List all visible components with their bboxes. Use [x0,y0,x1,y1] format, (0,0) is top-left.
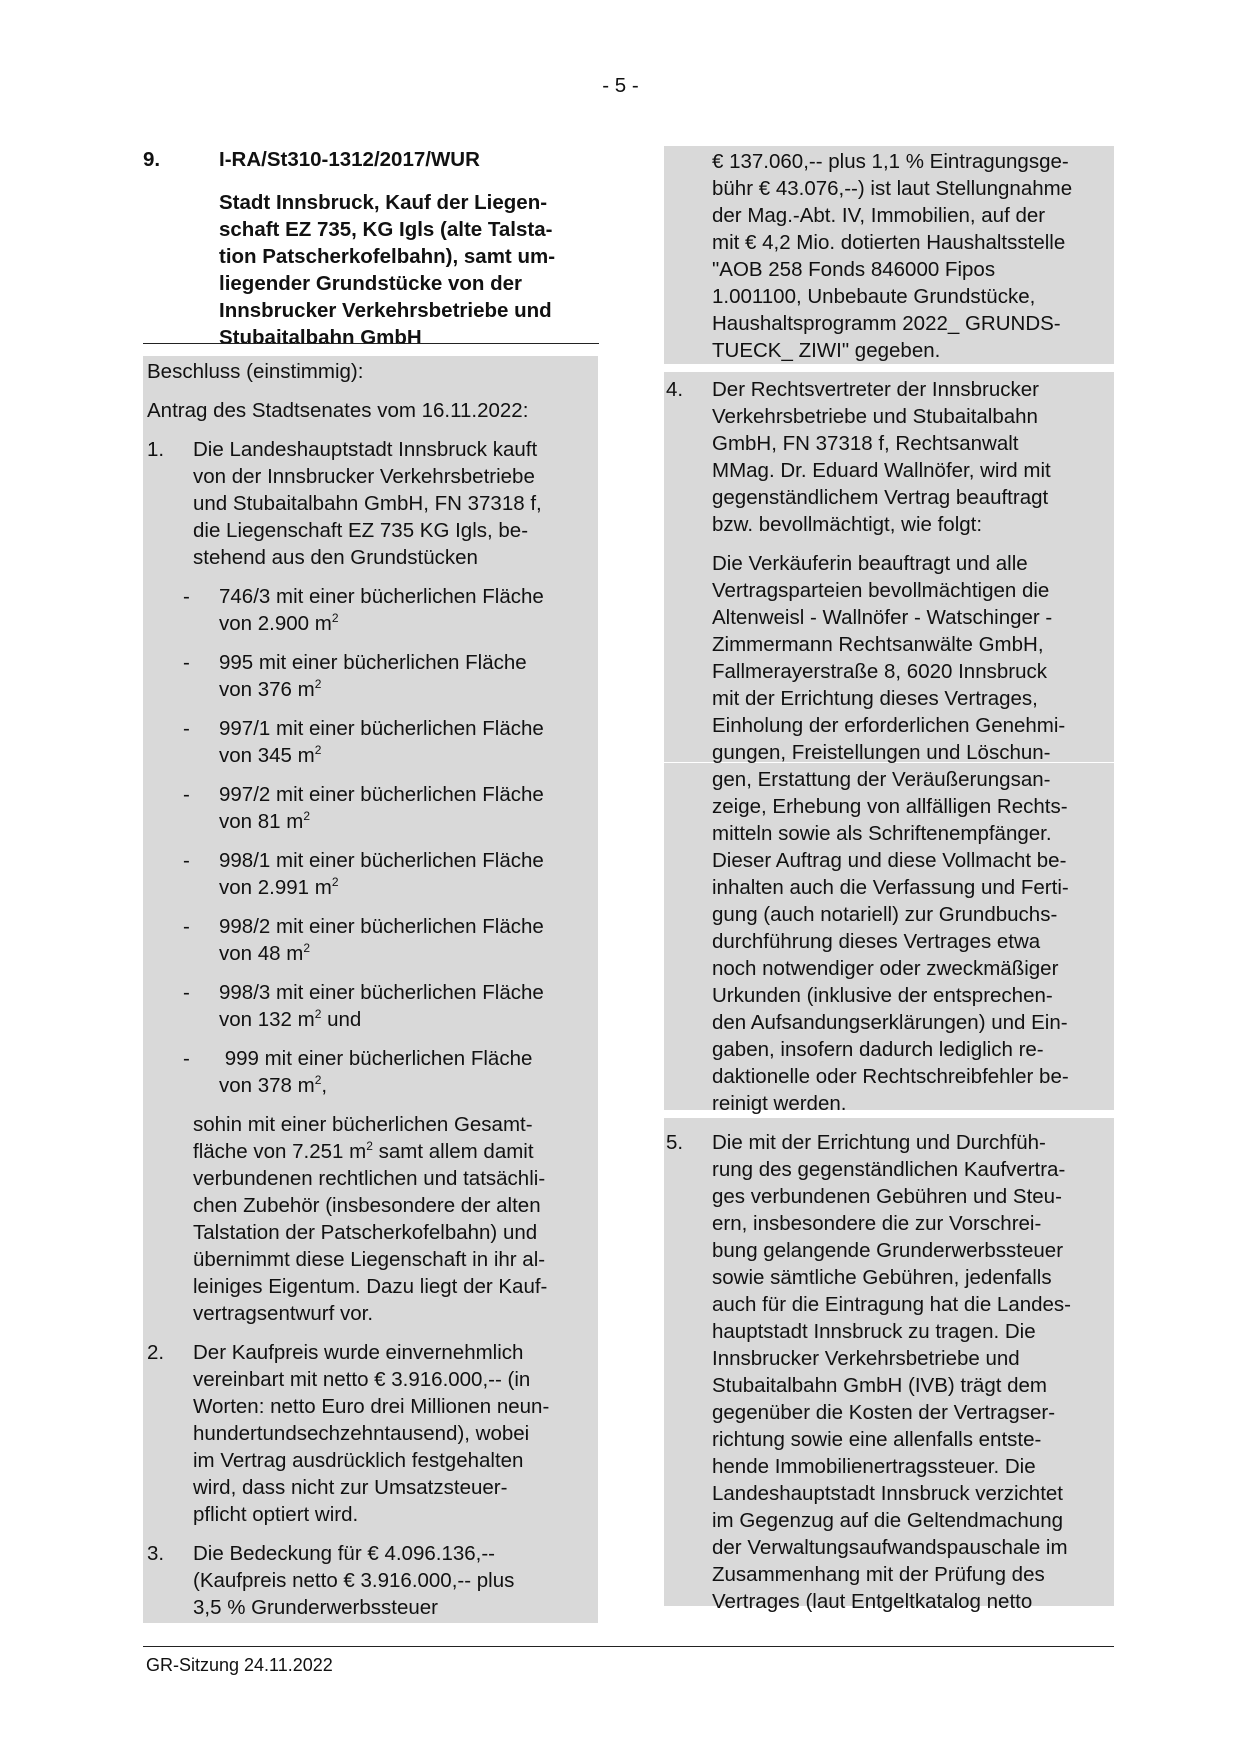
text-line: vertragsentwurf vor. [193,1302,374,1325]
agenda-item-header [143,146,599,351]
text-line: auch für die Eintragung hat die Landes- [712,1293,1072,1316]
text-line: Altenweisl - Wallnöfer - Watschinger - [712,606,1053,629]
text-line: GmbH, FN 37318 f, Rechtsanwalt [712,432,1019,455]
text-line: die Liegenschaft EZ 735 KG Igls, be- [193,519,529,542]
text-line: € 137.060,-- plus 1,1 % Eintragungsge- [712,150,1069,173]
text-line: gung (auch notariell) zur Grundbuchs- [712,903,1058,926]
parcel-area-value: von 81 [219,810,287,833]
parcel-area-value: von 132 [219,1008,298,1031]
parcel-line: 998/2 mit einer bücherlichen Fläche [219,915,544,938]
text-line: sowie sämtliche Gebühren, jedenfalls [712,1266,1052,1289]
unit-exponent: 2 [366,1139,373,1154]
text-line: leiniges Eigentum. Dazu liegt der Kauf- [193,1275,548,1298]
text-line: (Kaufpreis netto € 3.916.000,-- plus [193,1569,515,1592]
mandate-paragraph [712,550,1114,1117]
text-line: Die Landeshauptstadt Innsbruck kauft [193,438,538,461]
parcel-area-value: von 2.991 [219,876,315,899]
text-line: "AOB 258 Fonds 846000 Fipos [712,258,996,281]
text-line: bühr € 43.076,--) ist laut Stellungnahme [712,177,1073,200]
text-line: der Verwaltungsaufwandspauschale im [712,1536,1068,1559]
text-line: Die Verkäuferin beauftragt und alle [712,552,1028,575]
text-line: Vertrages (laut Entgeltkatalog netto [712,1590,1033,1613]
text-line: 3,5 % Grunderwerbssteuer [193,1596,438,1619]
point-text [193,436,595,571]
point-5 [666,1129,1114,1615]
text-line: Dieser Auftrag und diese Vollmacht be- [712,849,1067,872]
parcel-item [183,913,595,967]
text-line: Fallmerayerstraße 8, 6020 Innsbruck [712,660,1047,683]
text-line: ern, insbesondere die zur Vorschrei- [712,1212,1042,1235]
text-line: mitteln sowie als Schriftenempfänger. [712,822,1052,845]
parcel-area-value: von 48 [219,942,287,965]
text-line: hauptstadt Innsbruck zu tragen. Die [712,1320,1036,1343]
point-text [193,1339,595,1528]
unit: m [297,744,315,767]
agenda-item-reference: I-RA/St310-1312/2017/WUR [219,148,480,171]
point-text [712,1129,1114,1615]
text-line: verbundenen rechtlichen und tatsächli- [193,1167,546,1190]
unit-exponent: 2 [331,875,339,890]
unit: m [314,612,332,635]
text-line: reinigt werden. [712,1092,847,1115]
text-line: hundertundsechzehntausend), wobei [193,1422,530,1445]
parcel-area [219,874,595,901]
unit-exponent: 2 [314,743,322,758]
point-1 [147,436,595,571]
parcel-item [183,781,595,835]
text-line: bung gelangende Grunderwerbssteuer [712,1239,1064,1262]
text-line: inhalten auch die Verfassung und Ferti- [712,876,1069,899]
unit-exponent: 2 [331,611,339,626]
point-3 [147,1540,595,1621]
parcel-suffix: und [321,1008,362,1031]
text-line: Verkehrsbetriebe und Stubaitalbahn [712,405,1038,428]
parcel-area [219,610,595,637]
text-line: pflicht optiert wird. [193,1503,359,1526]
parcel-area [219,742,595,769]
resolution-right-column [666,148,1114,1627]
point-number: 1. [147,438,165,461]
text-line: den Aufsandungserklärungen) und Ein- [712,1011,1068,1034]
parcel-area-value: von 2.900 [219,612,315,635]
text-line: Talstation der Patscherkofelbahn) und [193,1221,538,1244]
footer-session-date: GR-Sitzung 24.11.2022 [146,1655,333,1675]
text-line: im Vertrag ausdrücklich festgehalten [193,1449,524,1472]
text-line: mit der Errichtung dieses Vertrages, [712,687,1038,710]
text-line: im Gegenzug auf die Geltendmachung [712,1509,1064,1532]
parcel-line: 995 mit einer bücherlichen Fläche [219,651,527,674]
parcel-area [219,676,595,703]
dash-marker: - [183,651,190,674]
text-line: TUECK_ ZIWI" gegeben. [712,339,941,362]
text-line: richtung sowie eine allenfalls entste- [712,1428,1042,1451]
point-number: 2. [147,1341,165,1364]
text-line: Worten: netto Euro drei Millionen neun- [193,1395,550,1418]
parcel-line: 999 mit einer bücherlichen Fläche [219,1047,533,1070]
text-line: übernimmt diese Liegenschaft in ihr al- [193,1248,546,1271]
subject-line: Stubaitalbahn GmbH [219,326,422,349]
dash-marker: - [183,981,190,1004]
parcel-area-value: von 376 [219,678,298,701]
point-text [193,1540,595,1621]
total-area-paragraph [193,1111,595,1327]
subject-line: Stadt Innsbruck, Kauf der Liegen- [219,191,548,214]
text-line: Haushaltsprogramm 2022_ GRUNDS- [712,312,1061,335]
parcel-line: 997/1 mit einer bücherlichen Fläche [219,717,544,740]
parcel-item [183,715,595,769]
text-line: Urkunden (inklusive der entsprechen- [712,984,1053,1007]
agenda-item-number: 9. [143,148,161,171]
point-number: 4. [666,378,684,401]
unit: m [297,1074,315,1097]
text-line: hende Immobilienertragssteuer. Die [712,1455,1036,1478]
dash-marker: - [183,783,190,806]
text-line: der Mag.-Abt. IV, Immobilien, auf der [712,204,1046,227]
agenda-item-heading [143,146,599,173]
subject-line: schaft EZ 735, KG Igls (alte Talsta- [219,218,553,241]
unit: m [297,1008,315,1031]
text-line: MMag. Dr. Eduard Wallnöfer, wird mit [712,459,1051,482]
dash-marker: - [183,849,190,872]
text-line: Vertragsparteien bevollmächtigen die [712,579,1050,602]
text-line: und Stubaitalbahn GmbH, FN 37318 f, [193,492,542,515]
text-line: noch notwendiger oder zweckmäßiger [712,957,1059,980]
text-line: Der Rechtsvertreter der Innsbrucker [712,378,1039,401]
motion-label: Antrag des Stadtsenates vom 16.11.2022: [147,399,529,422]
text-line: Stubaitalbahn GmbH (IVB) trägt dem [712,1374,1047,1397]
parcel-item [183,979,595,1033]
point-2 [147,1339,595,1528]
text-line: sohin mit einer bücherlichen Gesamt- [193,1113,533,1136]
parcel-line: 997/2 mit einer bücherlichen Fläche [219,783,544,806]
text-line: Die mit der Errichtung und Durchfüh- [712,1131,1046,1154]
subject-line: Innsbrucker Verkehrsbetriebe und [219,299,552,322]
parcel-line: 998/1 mit einer bücherlichen Fläche [219,849,544,872]
agenda-item-subject [219,189,599,351]
text-line: chen Zubehör (insbesondere der alten [193,1194,541,1217]
footer-divider [143,1646,1114,1647]
unit-exponent: 2 [314,1073,322,1088]
unit: m [314,876,332,899]
parcel-area [219,1006,595,1033]
text-line: Zusammenhang mit der Prüfung des [712,1563,1045,1586]
parcel-item [183,847,595,901]
text-line: gegenständlichem Vertrag beauftragt [712,486,1049,509]
text-line: ges verbundenen Gebühren und Steu- [712,1185,1062,1208]
unit: m [349,1140,367,1163]
resolution-label: Beschluss (einstimmig): [147,360,364,383]
unit: m [297,678,315,701]
text-line: bzw. bevollmächtigt, wie folgt: [712,513,983,536]
unit-exponent: 2 [314,677,322,692]
text-line: daktionelle oder Rechtschreibfehler be- [712,1065,1069,1088]
total-area-value: fläche von 7.251 [193,1140,350,1163]
text-line: von der Innsbrucker Verkehrsbetriebe [193,465,535,488]
text-line: Zimmermann Rechtsanwälte GmbH, [712,633,1044,656]
point-4 [666,376,1114,538]
text-line: Landeshauptstadt Innsbruck verzichtet [712,1482,1063,1505]
header-divider [143,343,599,344]
parcel-line: 998/3 mit einer bücherlichen Fläche [219,981,544,1004]
subject-line: tion Patscherkofelbahn), samt um- [219,245,556,268]
parcel-area-value: von 345 [219,744,298,767]
text-line: Innsbrucker Verkehrsbetriebe und [712,1347,1020,1370]
text-line: zeige, Erhebung von allfälligen Rechts- [712,795,1068,818]
text-line: gegenüber die Kosten der Vertragser- [712,1401,1056,1424]
total-area-suffix: samt allem damit [372,1140,534,1163]
parcel-item [183,649,595,703]
text-line: 1.001100, Unbebaute Grundstücke, [712,285,1036,308]
text-line: mit € 4,2 Mio. dotierten Haushaltsstelle [712,231,1066,254]
parcel-suffix: , [321,1074,328,1097]
unit: m [286,942,304,965]
dash-marker: - [183,717,190,740]
text-line: rung des gegenständlichen Kaufvertra- [712,1158,1066,1181]
text-line: Die Bedeckung für € 4.096.136,-- [193,1542,495,1565]
dash-marker: - [183,585,190,608]
resolution-left-column [147,358,595,1633]
dash-marker: - [183,1047,190,1070]
point-number: 3. [147,1542,165,1565]
point-3-continuation [712,148,1114,364]
parcel-area [219,808,595,835]
dash-marker: - [183,915,190,938]
total-area-line [193,1138,595,1165]
text-line: Der Kaufpreis wurde einvernehmlich [193,1341,524,1364]
unit-exponent: 2 [303,941,311,956]
text-line: vereinbart mit netto € 3.916.000,-- (in [193,1368,531,1391]
text-line: gungen, Freistellungen und Löschun- [712,741,1051,764]
text-line: gaben, insofern dadurch lediglich re- [712,1038,1044,1061]
unit: m [286,810,304,833]
unit-exponent: 2 [314,1007,322,1022]
parcel-area-value: von 378 [219,1074,298,1097]
text-line: stehend aus den Grundstücken [193,546,478,569]
text-line: Einholung der erforderlichen Genehmi- [712,714,1066,737]
parcel-item [183,1045,595,1099]
point-number: 5. [666,1131,684,1154]
page-number: - 5 - [602,74,639,97]
parcel-item [183,583,595,637]
text-line: durchführung dieses Vertrages etwa [712,930,1041,953]
unit-exponent: 2 [303,809,311,824]
point-text [712,376,1114,538]
parcel-area [219,1072,595,1099]
subject-line: liegender Grundstücke von der [219,272,523,295]
parcel-area [219,940,595,967]
text-line: wird, dass nicht zur Umsatzsteuer- [193,1476,508,1499]
parcel-line: 746/3 mit einer bücherlichen Fläche [219,585,544,608]
text-line: gen, Erstattung der Veräußerungsan- [712,768,1051,791]
